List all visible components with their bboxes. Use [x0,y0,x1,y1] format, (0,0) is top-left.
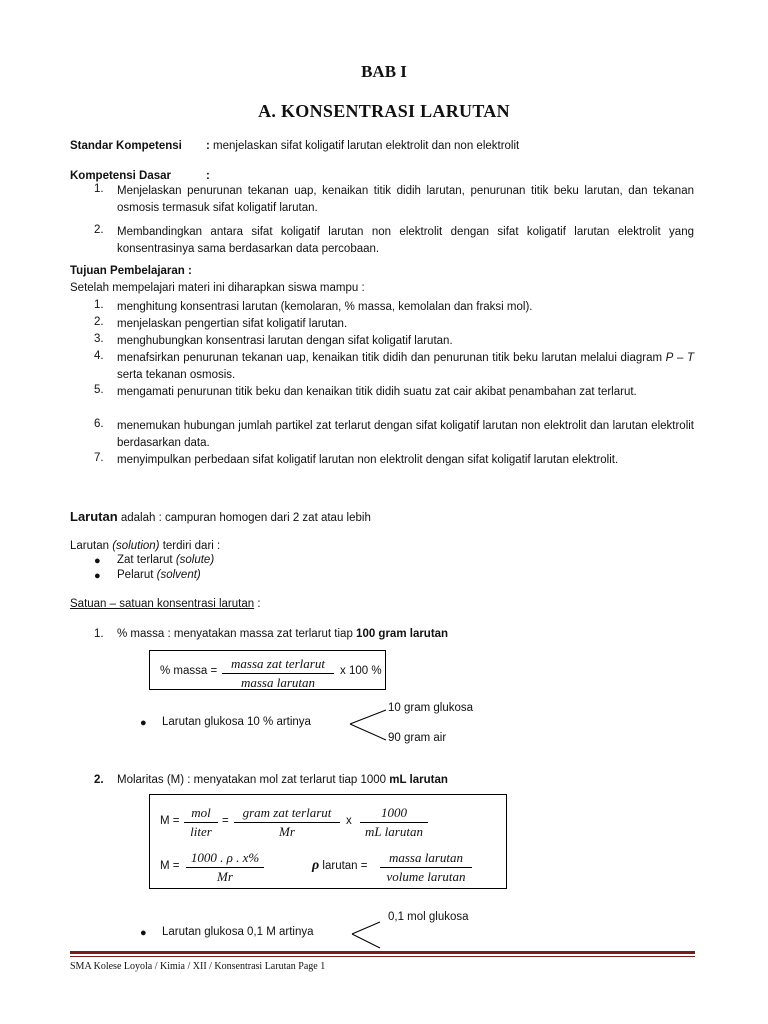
list-number: 7. [94,452,104,464]
diagram-p: P [665,352,674,364]
satuan-colon: : [254,598,261,610]
fraction-numerator: massa larutan [388,850,464,865]
list-text: menyimpulkan perbedaan sifat koligatif larutan non elektrolit dengan sifat koligatif larutan elektrolit. [117,454,619,466]
density-fraction [186,850,264,885]
branch-bottom: 90 gram air [388,732,447,744]
fraction-bar [234,822,340,823]
list-text [117,350,694,384]
fraction-bar [222,673,334,674]
list-number: 5. [94,384,104,396]
list-text: menghitung konsentrasi larutan (kemolaran, % massa, kemolalan dan fraksi mol). [117,301,533,313]
standar-value [206,140,519,152]
consists-text: Larutan [70,540,113,552]
list-text: menjelaskan pengertian sifat koligatif larutan. [117,318,348,330]
fraction-denominator: Mr [279,824,295,839]
fraction-bar [184,822,218,823]
fraction-denominator: mL larutan [365,824,423,839]
fraction-bar [360,822,428,823]
formula-lhs: M = [160,860,180,872]
footer-rule-thin [70,956,695,957]
fraction-denominator: liter [190,824,212,839]
molar-bold: mL larutan [389,774,448,786]
consists-text-end: terdiri dari : [159,540,221,552]
list-number: 2. [94,224,104,236]
thousand-ml-fraction [360,805,428,840]
list-number: 1. [94,299,104,311]
page-footer: SMA Kolese Loyola / Kimia / XII / Konsentrasi Larutan Page 1 [70,961,326,972]
branch-top: 10 gram glukosa [388,702,474,714]
massa-text: % massa : menyatakan massa zat terlarut tiap [117,628,357,640]
satuan-underlined: Satuan – satuan konsentrasi larutan [70,598,255,610]
list-item [117,554,214,566]
massa-bold: 100 gram larutan [356,628,449,640]
list-item [117,569,201,581]
standar-kompetensi-row [70,140,182,152]
branch-icon [350,920,382,950]
density-def-fraction [380,850,472,885]
density-label [312,858,368,874]
fraction-numerator: gram zat terlarut [242,805,332,820]
list-text: Membandingkan antara sifat koligatif larutan non elektrolit dengan sifat koligatif larutan elektrolit yang konsentrasinya sama berdasarkan data percobaan. [117,226,694,255]
list-number: 2. [94,774,104,786]
massa-description [117,628,448,640]
fraction-bar [380,867,472,868]
list-text-part: serta tekanan osmosis. [117,369,236,381]
fraction-numerator: 1000 [381,805,407,820]
tujuan-intro: Setelah mempelajari materi ini diharapkan siswa mampu : [70,282,365,294]
bullet-dot: ● [140,927,147,939]
list-number: 2. [94,316,104,328]
larutan-term: Larutan [70,509,118,524]
standar-label: Standar Kompetensi [70,140,182,152]
list-text: menghubungkan konsentrasi larutan dengan sifat koligatif larutan. [117,335,453,347]
branch-icon [348,708,388,742]
gram-mr-fraction [234,805,340,840]
consists-italic: (solution) [112,540,160,552]
molar-example: Larutan glukosa 0,1 M artinya [162,926,314,938]
branch-top: 0,1 mol glukosa [388,911,469,923]
kompetensi-label: Kompetensi Dasar [70,170,171,182]
equals-sign: = [222,815,229,827]
kompetensi-sep: : [206,170,210,182]
times-sign: x [346,815,352,827]
list-number: 1. [94,628,104,640]
fraction-bar [186,867,264,868]
standar-text: menjelaskan sifat koligatif larutan elektrolit dan non elektrolit [213,140,520,152]
diagram-t: T [686,352,694,364]
molar-text: Molaritas (M) : menyatakan mol zat terlarut tiap 1000 [117,774,390,786]
list-text: Menjelaskan penurunan tekanan uap, kenaikan titik didih larutan, penurunan titik beku larutan, dan tekanan osmosis termasuk sifat koligatif larutan. [117,185,694,214]
chapter-heading: BAB I [361,62,407,81]
molar-description [117,774,448,786]
fraction-denominator: massa larutan [240,675,316,690]
fraction-denominator: Mr [217,869,233,884]
list-text-part: menafsirkan penurunan tekanan uap, kenaikan titik didih dan penurunan titik beku larutan melalui diagram [117,352,666,364]
larutan-consists [70,540,220,552]
larutan-definition [70,509,371,524]
footer-rule [70,951,695,954]
bullet-dot: ● [94,555,101,567]
satuan-heading [70,598,261,610]
bullet-text: Zat terlarut [117,554,176,566]
bullet-italic: (solvent) [156,569,201,581]
section-heading: A. KONSENTRASI LARUTAN [258,101,510,121]
list-number: 4. [94,350,104,362]
list-number: 3. [94,333,104,345]
list-number: 6. [94,418,104,430]
fraction-denominator: volume larutan [386,869,466,884]
list-text: menemukan hubungan jumlah partikel zat terlarut dengan sifat koligatif larutan non elektrolit dan larutan elektrolit berdasarkan data. [117,420,694,449]
massa-example: Larutan glukosa 10 % artinya [162,716,311,728]
rho-symbol: ρ [312,858,320,873]
fraction-numerator: mol [191,805,211,820]
mol-liter-fraction [184,805,218,840]
bullet-dot: ● [94,570,101,582]
bullet-dot: ● [140,717,147,729]
density-text: larutan = [319,860,368,872]
formula-lhs: % massa = [160,665,218,677]
fraction-numerator: 1000 . ρ . x% [190,850,260,865]
list-text: mengamati penurunan titik beku dan kenaikan titik didih suatu zat cair akibat penambahan zat terlarut. [117,386,637,398]
formula-lhs: M = [160,815,180,827]
bullet-italic: (solute) [175,554,215,566]
diagram-dash: – [673,352,687,364]
tujuan-label: Tujuan Pembelajaran : [70,265,192,277]
bullet-text: Pelarut [117,569,157,581]
formula-rhs: x 100 % [340,665,382,677]
massa-fraction [222,656,334,691]
list-number: 1. [94,183,104,195]
fraction-numerator: massa zat terlarut [231,656,325,671]
standar-sep: : [206,140,210,152]
larutan-def: adalah : campuran homogen dari 2 zat atau lebih [117,512,371,524]
